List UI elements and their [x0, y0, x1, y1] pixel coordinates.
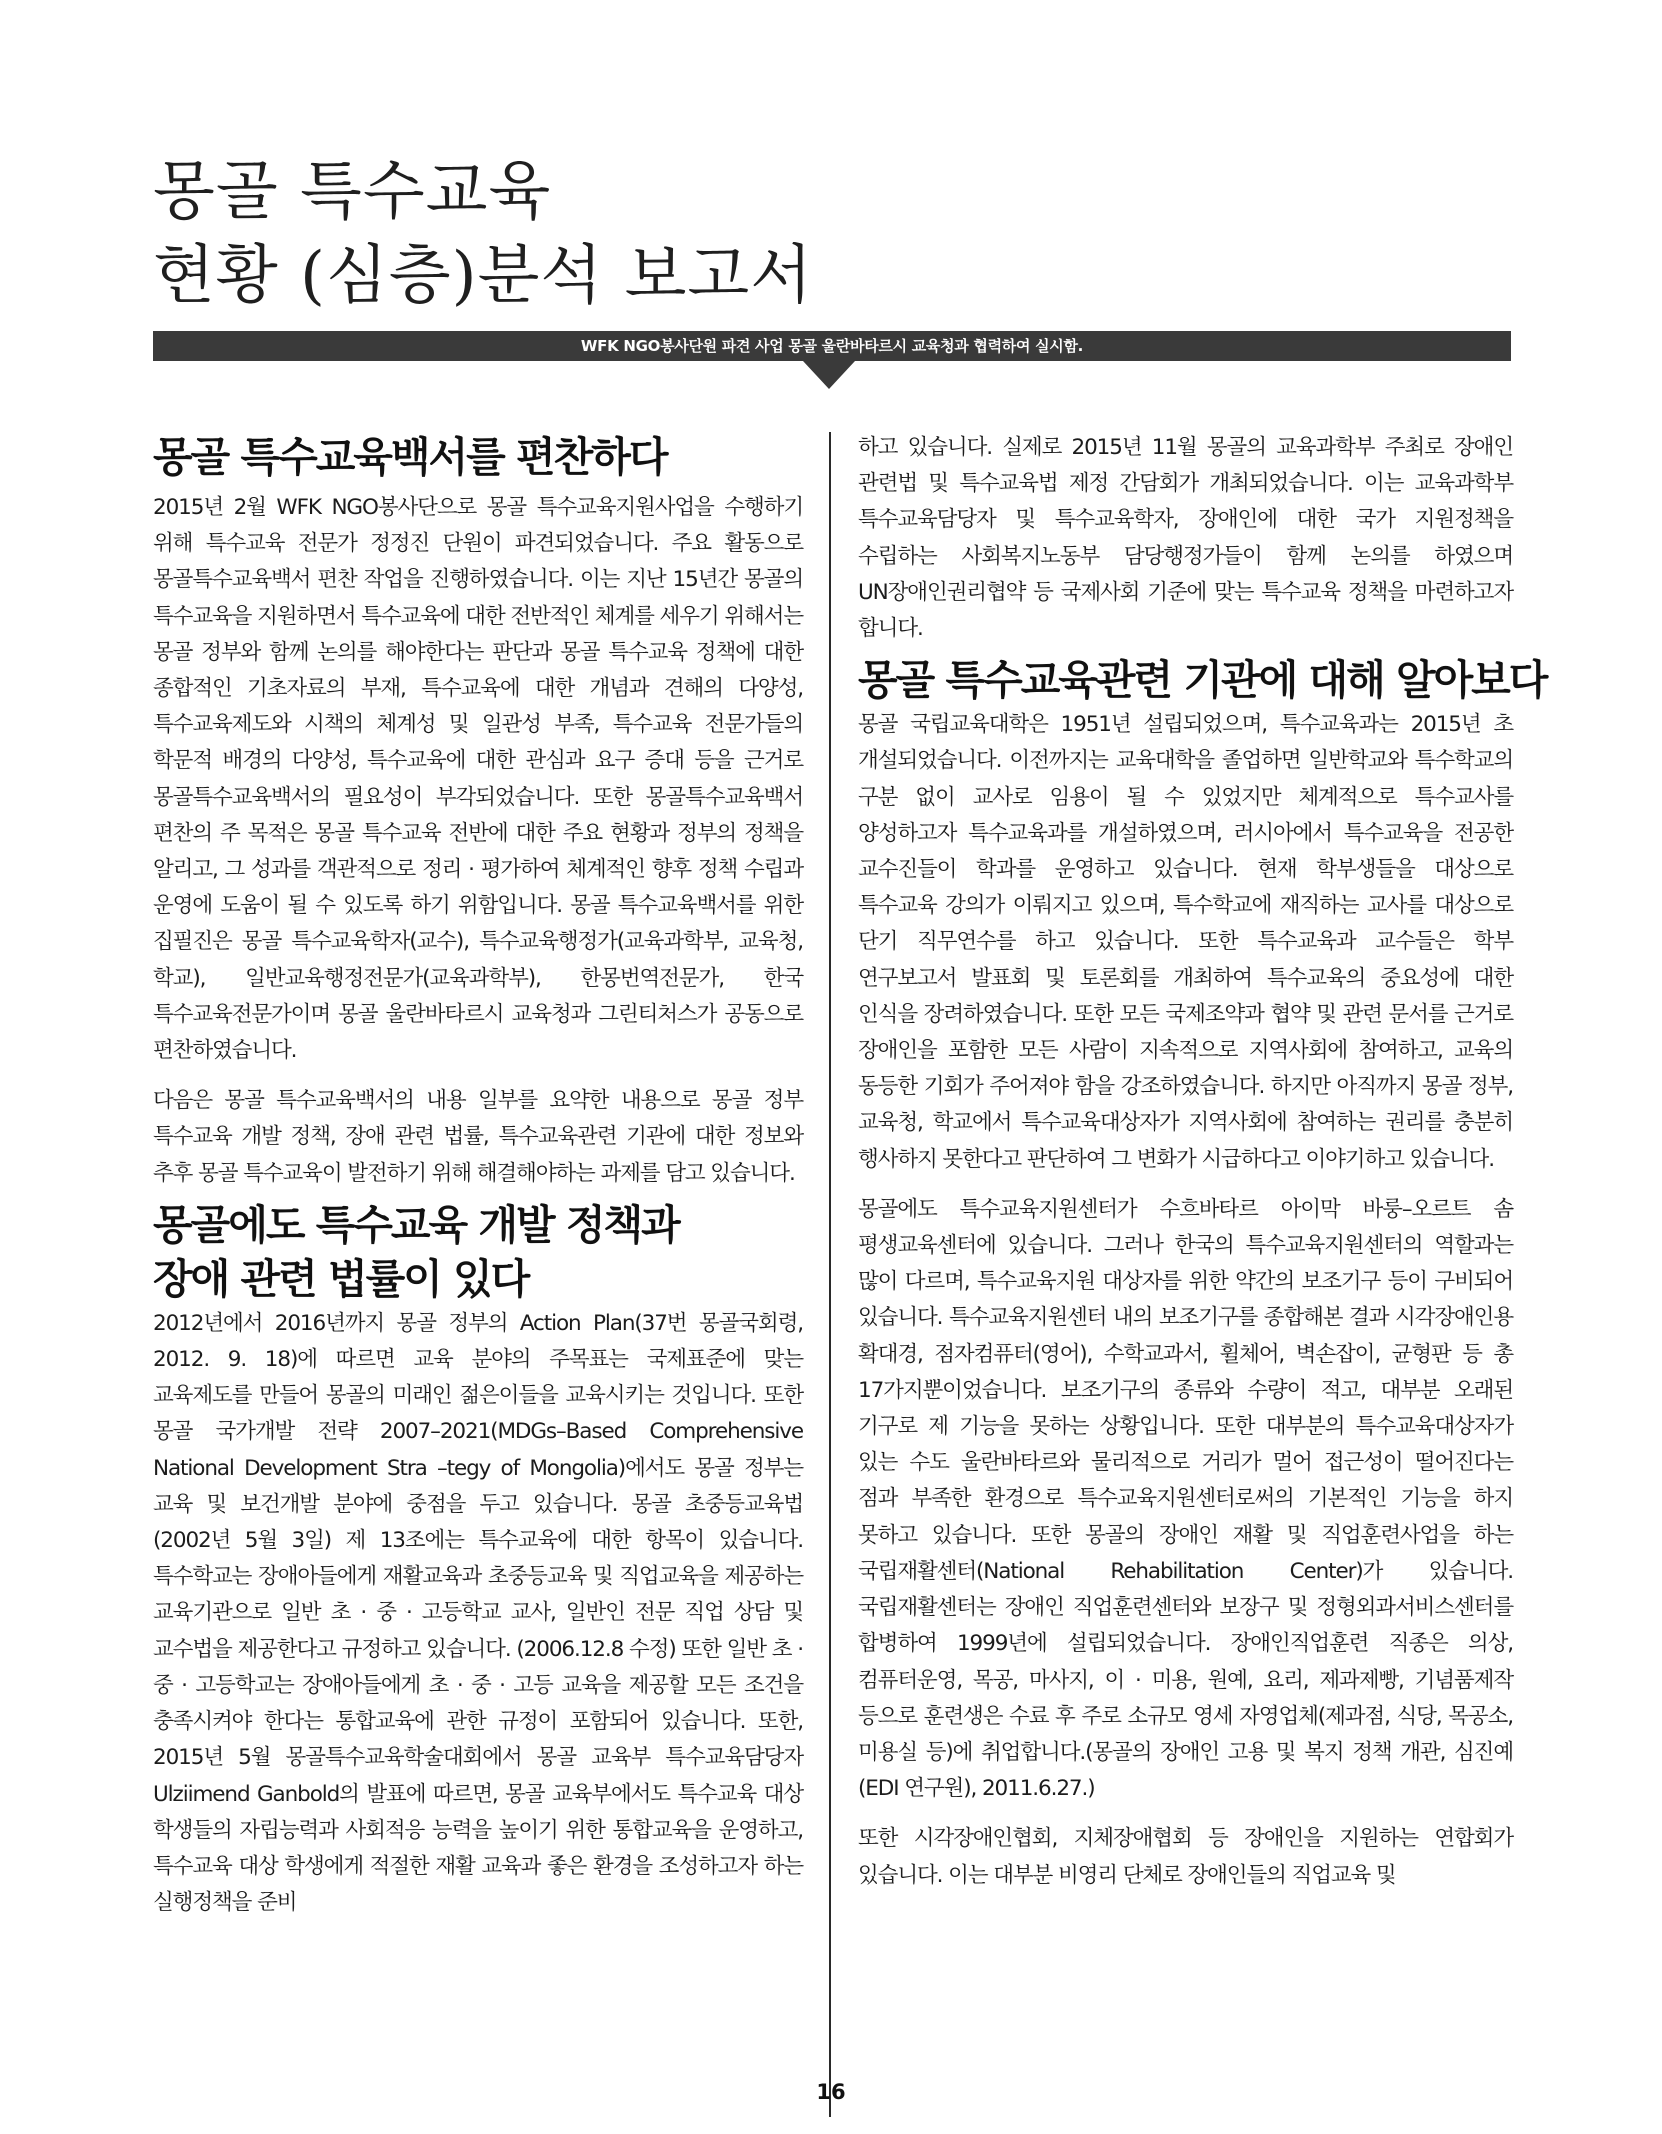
section-heading-policy-law-line-1: 몽골에도 특수교육 개발 정책과: [153, 1200, 679, 1249]
column-divider: [829, 432, 831, 2117]
banner-arrow-icon: [803, 361, 855, 389]
paragraph: 하고 있습니다. 실제로 2015년 11월 몽골의 교육과학부 주최로 장애인 관련법 및 특수교육법 제정 간담회가 개최되었습니다. 이는 교육과학부 특수교육담당자 및 특수교육학자, 장애인에 대한 국가 지원정책을 수립하는 사회복지노동부 담당행정가들이 함께 논의를 하였으며 UN장애인권리협약 등 국제사회 기준에 맞는 특수교육 정책을 마련하고자 합니다.: [858, 435, 1513, 642]
page-number: 16: [816, 2080, 846, 2104]
right-column: [858, 430, 1547, 1894]
section-heading-compile-whitepaper: 몽골 특수교육백서를 편찬하다: [153, 433, 667, 481]
document-title: [153, 150, 1053, 318]
subtitle-banner: [153, 331, 1511, 361]
paragraph: 다음은 몽골 특수교육백서의 내용 일부를 요약한 내용으로 몽골 정부 특수교육 개발 정책, 장애 관련 법률, 특수교육관련 기관에 대한 정보와 추후 몽골 특수교육이 발전하기 위해 해결해야하는 과제를 담고 있습니다.: [153, 1088, 803, 1186]
title-line-1: 몽골 특수교육: [153, 155, 552, 229]
section-heading-policy-law-line-2: 장애 관련 법률이 있다: [153, 1254, 529, 1303]
paragraph: 몽골에도 특수교육지원센터가 수흐바타르 아이막 바룽–오르트 솜 평생교육센터에 있습니다. 그러나 한국의 특수교육지원센터의 역할과는 많이 다르며, 특수교육지원 대상자를 위한 약간의 보조기구 등이 구비되어 있습니다. 특수교육지원센터 내의 보조기구를 종합해본 결과 시각장애인용 확대경, 점자컴퓨터(영어), 수학교과서, 휠체어, 벽손잡이, 균형판 등 총 17가지뿐이었습니다. 보조기구의 종류와 수량이 적고, 대부분 오래된 기구로 제 기능을 못하는 상황입니다. 또한 대부분의 특수교육대상자가 있는 수도 울란바타르와 물리적으로 거리가 멀어 접근성이 떨어진다는 점과 부족한 환경으로 특수교육지원센터로써의 기본적인 기능을 하지 못하고 있습니다. 또한 몽골의 장애인 재활 및 직업훈련사업을 하는 국립재활센터(National Rehabilitation Center)가 있습니다. 국립재활센터는 장애인 직업훈련센터와 보장구 및 정형외과서비스센터를 합병하여 1999년에 설립되었습니다. 장애인직업훈련 직종은 의상, 컴퓨터운영, 목공, 마사지, 이 · 미용, 원예, 요리, 제과제빵, 기념품제작 등으로 훈련생은 수료 후 주로 소규모 영세 자영업체(제과점, 식당, 목공소, 미용실 등)에 취업합니다.(몽골의 장애인 고용 및 복지 정책 개관, 심진예(EDI 연구원), 2011.6.27.): [858, 1196, 1513, 1802]
paragraph: 2012년에서 2016년까지 몽골 정부의 Action Plan(37번 몽골국회령, 2012. 9. 18)에 따르면 교육 분야의 주목표는 국제표준에 맞는 교육제도를 만들어 몽골의 미래인 젊은이들을 교육시키는 것입니다. 또한 몽골 국가개발 전략 2007–2021(MDGs–Based Comprehensive National Development Stra –tegy of Mongolia)에서도 몽골 정부는 교육 및 보건개발 분야에 중점을 두고 있습니다. 몽골 초중등교육법(2002년 5월 3일) 제 13조에는 특수교육에 대한 항목이 있습니다. 특수학교는 장애아들에게 재활교육과 초중등교육 및 직업교육을 제공하는 교육기관으로 일반 초 · 중 · 고등학교 교사, 일반인 전문 직업 상담 및 교수법을 제공한다고 규정하고 있습니다. (2006.12.8 수정) 또한 일반 초 · 중 · 고등학교는 장애아들에게 초 · 중 · 고등 교육을 제공할 모든 조건을 충족시켜야 한다는 통합교육에 관한 규정이 포함되어 있습니다. 또한, 2015년 5월 몽골특수교육학술대회에서 몽골 교육부 특수교육담당자 Ulziimend Ganbold의 발표에 따르면, 몽골 교육부에서도 특수교육 대상 학생들의 자립능력과 사회적응 능력을 높이기 위한 통합교육을 운영하고, 특수교육 대상 학생에게 적절한 재활 교육과 좋은 환경을 조성하고자 하는 실행정책을 준비: [153, 1310, 803, 1916]
left-column: [153, 430, 803, 1921]
banner-text: WFK NGO봉사단원 파견 사업 몽골 울란바타르시 교육청과 협력하여 실시함.: [580, 337, 1084, 355]
section-heading-institutions: 몽골 특수교육관련 기관에 대해 알아보다: [858, 656, 1547, 705]
paragraph: 또한 시각장애인협회, 지체장애협회 등 장애인을 지원하는 연합회가 있습니다. 이는 대부분 비영리 단체로 장애인들의 직업교육 및: [858, 1826, 1513, 1888]
paragraph: 몽골 국립교육대학은 1951년 설립되었으며, 특수교육과는 2015년 초 개설되었습니다. 이전까지는 교육대학을 졸업하면 일반학교와 특수학교의 구분 없이 교사로 임용이 될 수 있었지만 체계적으로 특수교사를 양성하고자 특수교육과를 개설하였으며, 러시아에서 특수교육을 전공한 교수진들이 학과를 운영하고 있습니다. 현재 학부생들을 대상으로 특수교육 강의가 이뤄지고 있으며, 특수학교에 재직하는 교사를 대상으로 단기 직무연수를 하고 있습니다. 또한 특수교육과 교수들은 학부 연구보고서 발표회 및 토론회를 개최하여 특수교육의 중요성에 대한 인식을 장려하였습니다. 또한 모든 국제조약과 협약 및 관련 문서를 근거로 장애인을 포함한 모든 사람이 지속적으로 지역사회에 참여하고, 교육의 동등한 기회가 주어져야 함을 강조하였습니다. 하지만 아직까지 몽골 정부, 교육청, 학교에서 특수교육대상자가 지역사회에 참여하는 권리를 충분히 행사하지 못한다고 판단하여 그 변화가 시급하다고 이야기하고 있습니다.: [858, 712, 1513, 1172]
paragraph: 2015년 2월 WFK NGO봉사단으로 몽골 특수교육지원사업을 수행하기 위해 특수교육 전문가 정정진 단원이 파견되었습니다. 주요 활동으로 몽골특수교육백서 편찬 작업을 진행하였습니다. 이는 지난 15년간 몽골의 특수교육을 지원하면서 특수교육에 대한 전반적인 체계를 세우기 위해서는 몽골 정부와 함께 논의를 해야한다는 판단과 몽골 특수교육 정책에 대한 종합적인 기초자료의 부재, 특수교육에 대한 개념과 견해의 다양성, 특수교육제도와 시책의 체계성 및 일관성 부족, 특수교육 전문가들의 학문적 배경의 다양성, 특수교육에 대한 관심과 요구 증대 등을 근거로 몽골특수교육백서의 필요성이 부각되었습니다. 또한 몽골특수교육백서 편찬의 주 목적은 몽골 특수교육 전반에 대한 주요 현황과 정부의 정책을 알리고, 그 성과를 객관적으로 정리 · 평가하여 체계적인 향후 정책 수립과 운영에 도움이 될 수 있도록 하기 위함입니다. 몽골 특수교육백서를 위한 집필진은 몽골 특수교육학자(교수), 특수교육행정가(교육과학부, 교육청, 학교), 일반교육행정전문가(교육과학부), 한몽번역전문가, 한국 특수교육전문가이며 몽골 울란바타르시 교육청과 그린티처스가 공동으로 편찬하였습니다.: [153, 495, 803, 1064]
title-line-2: 현황 (심층)분석 보고서: [153, 239, 814, 313]
